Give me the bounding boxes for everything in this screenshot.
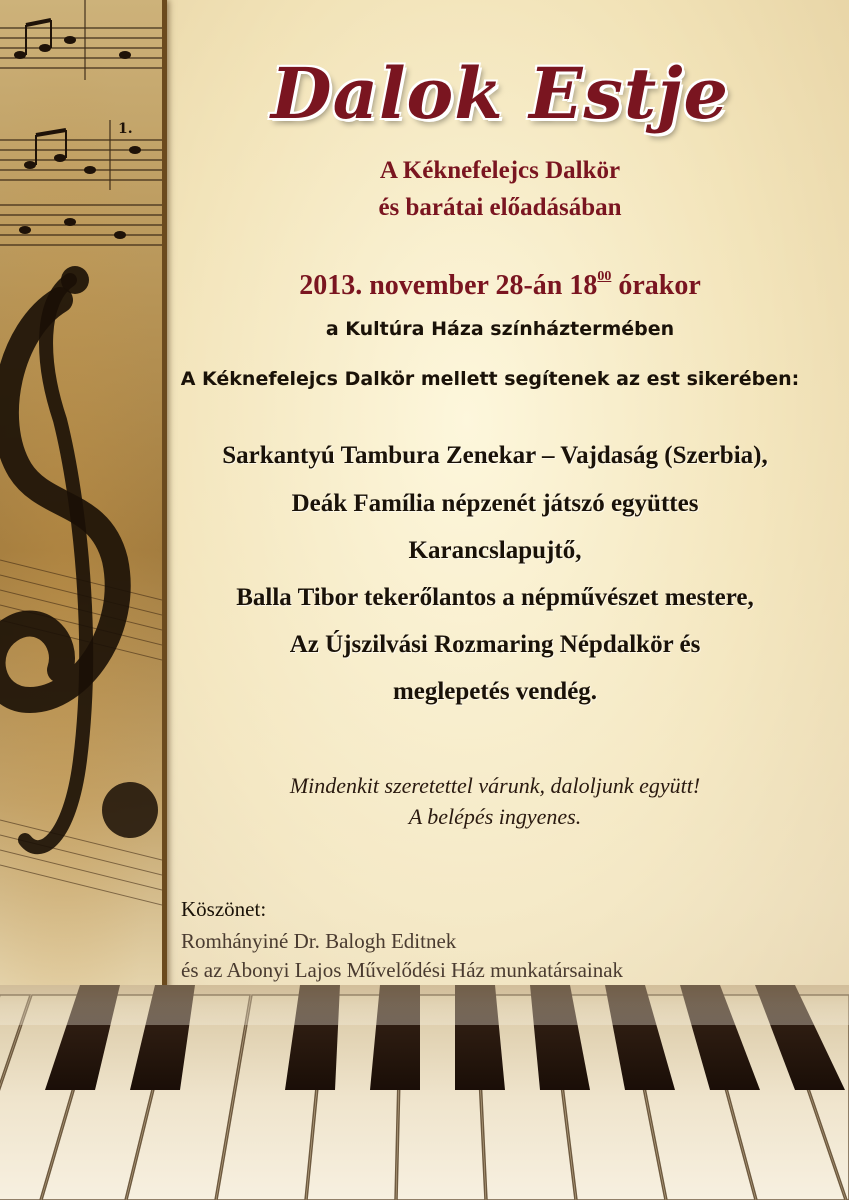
subtitle-line-2: és barátai előadásában bbox=[378, 194, 622, 221]
event-title: Dalok Estje bbox=[270, 52, 730, 135]
event-time-minutes: 00 bbox=[597, 269, 612, 284]
piano-keyboard bbox=[0, 985, 849, 1200]
measure-number: 1. bbox=[118, 121, 133, 137]
event-date-suffix: órakor bbox=[611, 270, 701, 301]
performer-line-1: Sarkantyú Tambura Zenekar – Vajdaság (Szerbia), bbox=[222, 442, 768, 469]
thanks-line-1: Romhányiné Dr. Balogh Editnek bbox=[181, 929, 457, 953]
performer-line-6: meglepetés vendég. bbox=[392, 678, 598, 705]
subtitle-line-1: A Kéknefelejcs Dalkör bbox=[379, 157, 621, 184]
thanks-heading: Köszönet: bbox=[181, 897, 267, 921]
thanks-line-2: és az Abonyi Lajos Művelődési Ház munkatársainak bbox=[181, 958, 624, 982]
event-date bbox=[200, 269, 800, 302]
performer-line-2: Deák Família népzenét játszó együttes bbox=[291, 490, 699, 517]
performer-line-5: Az Újszilvási Rozmaring Népdalkör és bbox=[289, 631, 701, 658]
helpers-intro: A Kéknefelejcs Dalkör mellett segítenek az est sikerében: bbox=[180, 368, 800, 390]
invitation-line-1: Mindenkit szeretettel várunk, daloljunk együtt! bbox=[289, 773, 701, 798]
performer-line-4: Balla Tibor tekerőlantos a népművészet mestere, bbox=[236, 584, 754, 611]
invitation-line-2: A belépés ingyenes. bbox=[408, 804, 582, 829]
performer-line-3: Karancslapujtő, bbox=[408, 537, 582, 564]
event-date-main: 2013. november 28-án 18 bbox=[299, 270, 598, 301]
event-venue: a Kultúra Háza színháztermében bbox=[325, 318, 675, 340]
treble-clef-artwork bbox=[0, 0, 162, 1000]
sheet-music-strip bbox=[0, 0, 167, 1000]
